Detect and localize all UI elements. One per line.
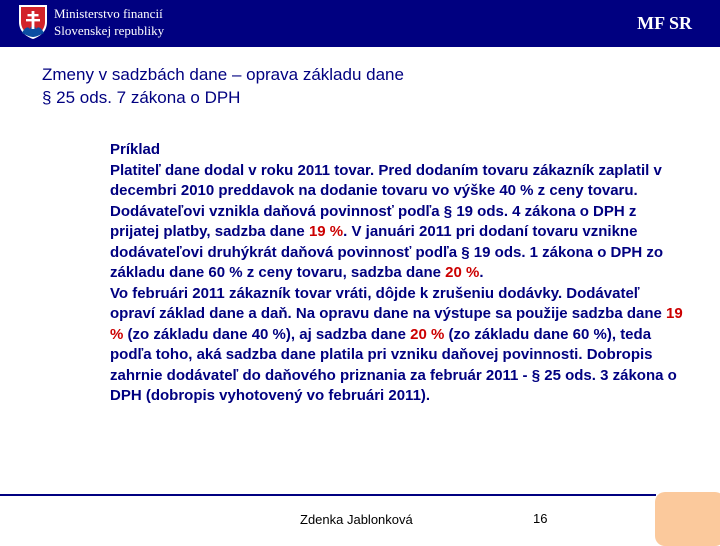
slovak-coat-of-arms-icon bbox=[18, 4, 48, 40]
ministry-name bbox=[54, 5, 164, 39]
paragraph-2-text-b: (zo základu dane 40 %), aj sadzba dane bbox=[123, 325, 411, 343]
slide-title bbox=[42, 63, 404, 109]
tax-rate-20-highlight: 20 % bbox=[410, 325, 445, 343]
tax-rate-20-highlight: 20 % bbox=[445, 264, 480, 281]
example-text bbox=[110, 140, 686, 407]
header-bar bbox=[0, 0, 720, 47]
paragraph-1-text-b: . V januári 2011 pri dodaní tovaru vznikne dodávateľovi druhýkrát daňová povinnosť podľa § 19 ods. 1 zákona o DPH zo základu dane 60 % z ceny tovaru, sadzba dane bbox=[110, 223, 664, 281]
footer-divider bbox=[0, 494, 656, 496]
author-name: Zdenka Jablonková bbox=[300, 512, 413, 527]
example-paragraph-1 bbox=[110, 161, 686, 284]
ministry-name-line1: Ministerstvo financií bbox=[54, 6, 163, 21]
tax-rate-19-highlight: 19 % bbox=[308, 223, 344, 240]
page-number: 16 bbox=[533, 511, 548, 526]
tax-rate-19-highlight: 19 % bbox=[110, 305, 683, 343]
paragraph-1-text-c: . bbox=[479, 264, 484, 281]
ministry-abbreviation: MF SR bbox=[637, 13, 692, 33]
example-paragraph-2 bbox=[110, 284, 686, 407]
paragraph-1-text-a: Platiteľ dane dodal v roku 2011 tovar. Pred dodaním tovaru zákazník zaplatil v decembri 2010 preddavok na dodanie tovaru vo výške 40 % z ceny tovaru. Dodávateľovi vznikla daňová povinnosť podľa § 19 ods. 4 zákona o DPH z prijatej platby, sadzba dane bbox=[110, 161, 662, 240]
example-heading: Príklad bbox=[110, 141, 161, 158]
slide-title-line1: Zmeny v sadzbách dane – oprava základu dane bbox=[42, 65, 404, 84]
corner-decoration bbox=[655, 492, 720, 546]
ministry-name-line2: Slovenskej republiky bbox=[54, 23, 165, 38]
paragraph-2-text-a: Vo februári 2011 zákazník tovar vráti, dôjde k zrušeniu dodávky. Dodávateľ opraví základ dane a daň. Na opravu dane na výstupe sa použije sadzba dane bbox=[110, 284, 667, 322]
slide-title-line2: § 25 ods. 7 zákona o DPH bbox=[42, 88, 241, 107]
paragraph-2-text-c: (zo základu dane 60 %), teda podľa toho, aká sadzba dane platila pri vzniku daňovej povinnosti. Dobropis zahrnie dodávateľ do daňového priznania za február 2011 - § 25 ods. 3 zákona o DPH (dobropis vyhotovený vo februári 2011). bbox=[110, 325, 677, 404]
